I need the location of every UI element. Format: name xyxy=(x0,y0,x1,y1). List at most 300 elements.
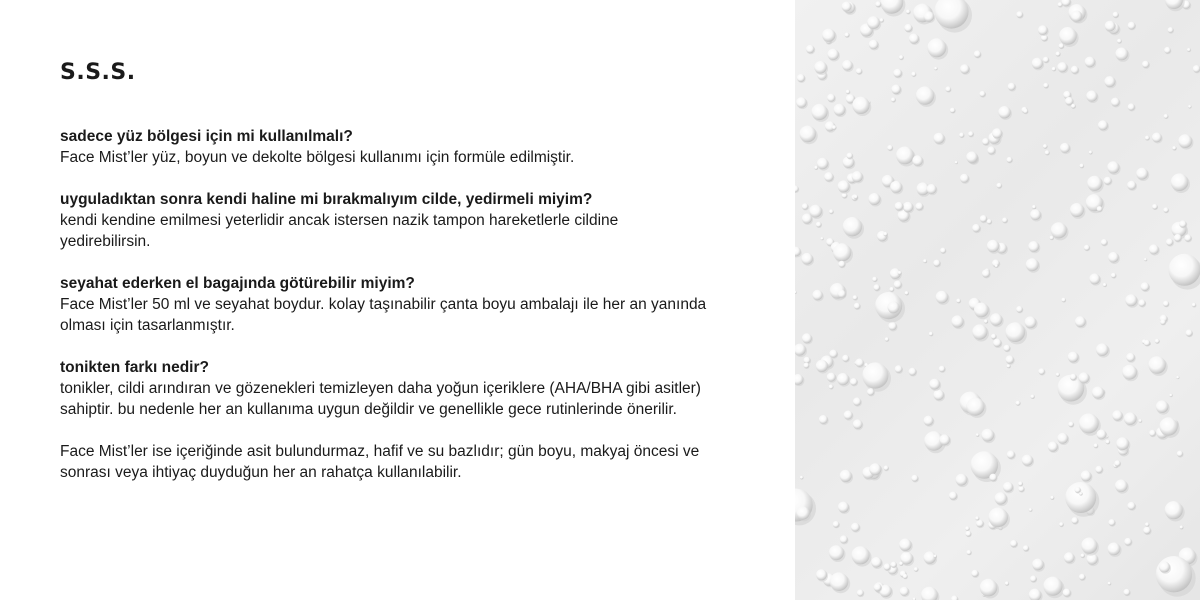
droplet xyxy=(1164,114,1169,119)
droplet xyxy=(1122,365,1137,380)
droplet xyxy=(1163,301,1169,307)
droplet xyxy=(1092,387,1104,399)
droplet xyxy=(1145,136,1150,141)
droplet xyxy=(1050,496,1054,500)
faq-item xyxy=(60,189,780,252)
droplet xyxy=(960,174,969,183)
droplet xyxy=(1128,22,1136,30)
droplet xyxy=(924,551,936,563)
droplet xyxy=(940,248,946,254)
droplet xyxy=(929,332,933,336)
droplet xyxy=(1115,480,1128,493)
droplet xyxy=(1111,273,1116,278)
droplet xyxy=(804,357,811,364)
droplet xyxy=(1071,104,1076,109)
droplet xyxy=(827,373,836,382)
droplet xyxy=(980,579,998,597)
droplet xyxy=(903,574,908,579)
droplet xyxy=(1043,577,1062,596)
droplet xyxy=(1016,306,1023,313)
droplet xyxy=(1152,133,1162,143)
water-droplets-image xyxy=(795,0,1200,600)
droplet xyxy=(1007,157,1013,163)
droplet xyxy=(840,470,852,482)
droplet xyxy=(1081,471,1092,482)
droplet xyxy=(933,260,940,267)
droplet xyxy=(1125,294,1137,306)
droplet xyxy=(851,546,869,564)
droplet xyxy=(945,86,951,92)
droplet xyxy=(884,563,891,570)
droplet xyxy=(987,146,995,154)
droplet xyxy=(1165,501,1183,519)
droplet xyxy=(955,161,958,164)
droplet xyxy=(1108,519,1115,526)
droplet xyxy=(890,181,902,193)
droplet xyxy=(987,240,999,252)
droplet xyxy=(1029,508,1032,511)
droplet xyxy=(1136,168,1148,180)
droplet xyxy=(850,378,857,385)
droplet xyxy=(965,526,969,530)
droplet xyxy=(971,570,978,577)
droplet xyxy=(927,38,946,57)
droplet xyxy=(982,270,990,278)
droplet xyxy=(814,166,818,170)
droplet xyxy=(976,433,979,436)
droplet xyxy=(829,209,833,213)
droplet xyxy=(1105,21,1116,32)
droplet xyxy=(1032,205,1036,209)
droplet xyxy=(1018,486,1024,492)
droplet xyxy=(949,492,957,500)
droplet xyxy=(1071,11,1082,22)
droplet xyxy=(1149,430,1156,437)
droplet xyxy=(1127,181,1136,190)
droplet xyxy=(1032,559,1044,571)
droplet xyxy=(827,94,835,102)
droplet xyxy=(1079,413,1099,433)
droplet xyxy=(1144,340,1150,346)
droplet xyxy=(829,545,844,560)
droplets-graphic xyxy=(795,0,1200,600)
droplet xyxy=(1149,244,1159,254)
droplet xyxy=(1164,47,1171,54)
droplet xyxy=(899,562,903,566)
droplet xyxy=(857,590,864,597)
faq-item xyxy=(60,273,780,336)
droplet xyxy=(896,147,914,165)
droplet xyxy=(868,193,880,205)
droplet xyxy=(982,138,989,145)
faq-question: uyguladıktan sonra kendi haline mi bırakmalıyım cilde, yedirmeli miyim? xyxy=(60,191,593,208)
droplet xyxy=(939,366,945,372)
droplet xyxy=(838,180,850,192)
droplet xyxy=(874,284,880,290)
droplet xyxy=(847,153,853,159)
droplet xyxy=(867,16,880,29)
droplet xyxy=(1060,143,1070,153)
droplet xyxy=(965,531,971,537)
droplet xyxy=(1177,451,1183,457)
droplet xyxy=(916,86,934,104)
droplet xyxy=(833,243,851,261)
droplet xyxy=(1106,440,1110,444)
droplet xyxy=(1006,355,1014,363)
droplet xyxy=(1156,400,1169,413)
droplet xyxy=(884,466,889,471)
droplet xyxy=(1007,364,1011,368)
droplet xyxy=(906,10,910,14)
droplet xyxy=(1003,482,1013,492)
droplet xyxy=(816,569,827,580)
droplet xyxy=(950,108,955,113)
droplet xyxy=(811,104,827,120)
droplet xyxy=(1096,343,1109,356)
droplet xyxy=(812,290,822,300)
droplet xyxy=(891,85,901,95)
droplet xyxy=(1097,206,1103,212)
droplet xyxy=(843,217,862,236)
droplet xyxy=(853,295,858,300)
droplet xyxy=(956,474,968,486)
droplet xyxy=(1075,487,1081,493)
droplet xyxy=(894,281,902,289)
droplet xyxy=(1178,134,1192,148)
droplet xyxy=(851,523,860,532)
droplet xyxy=(806,45,814,53)
droplet xyxy=(904,24,912,32)
droplet xyxy=(888,301,900,313)
droplet xyxy=(1138,299,1145,306)
droplet xyxy=(869,40,879,50)
droplet xyxy=(915,203,923,211)
droplet xyxy=(855,359,863,367)
droplet xyxy=(1159,562,1170,573)
droplet xyxy=(1057,433,1068,444)
droplet xyxy=(974,303,989,318)
droplet xyxy=(838,290,846,298)
droplet xyxy=(814,61,827,74)
droplet xyxy=(1156,556,1192,592)
droplet xyxy=(981,429,994,442)
droplet xyxy=(887,145,893,151)
droplet xyxy=(1003,345,1010,352)
droplet xyxy=(842,60,853,71)
droplet xyxy=(817,158,828,169)
droplet xyxy=(923,416,933,426)
faq-item xyxy=(60,357,780,420)
droplet xyxy=(984,319,988,323)
droplet xyxy=(1043,57,1049,63)
droplet xyxy=(1059,522,1063,526)
droplet xyxy=(1065,482,1096,513)
droplet xyxy=(1142,61,1149,68)
droplet xyxy=(846,90,850,94)
droplet xyxy=(1101,239,1108,246)
droplet xyxy=(888,322,896,330)
droplet xyxy=(816,222,822,228)
droplet xyxy=(830,572,849,591)
droplet xyxy=(912,155,923,166)
droplet xyxy=(1172,146,1176,150)
droplet xyxy=(966,398,984,416)
droplet xyxy=(1070,203,1084,217)
droplet xyxy=(1010,540,1017,547)
droplet xyxy=(966,152,977,163)
droplet xyxy=(854,195,858,199)
droplet xyxy=(853,398,861,406)
droplet xyxy=(1117,39,1122,44)
faq-answer: Face Mist’ler 50 ml ve seyahat boydur. kolay taşınabilir çanta boyu ambalajı ile her an yanında olması için tasarlanmıştır. xyxy=(60,296,707,334)
droplet xyxy=(1192,303,1196,307)
droplet xyxy=(1016,401,1021,406)
droplet xyxy=(1026,258,1039,271)
droplet xyxy=(1079,492,1082,495)
droplet xyxy=(972,324,987,339)
droplet xyxy=(911,475,918,482)
droplet xyxy=(1188,105,1191,108)
droplet xyxy=(987,219,992,224)
droplet xyxy=(1081,554,1085,558)
droplet xyxy=(1031,395,1035,399)
droplet xyxy=(838,502,849,513)
droplet xyxy=(959,133,964,138)
droplet xyxy=(1180,526,1184,530)
droplet xyxy=(1029,589,1042,600)
droplet xyxy=(1070,374,1077,381)
droplet xyxy=(1184,234,1191,241)
droplet xyxy=(951,596,958,600)
droplet xyxy=(1097,430,1107,440)
droplet xyxy=(1108,582,1111,585)
droplet xyxy=(1169,254,1200,286)
droplet xyxy=(1081,538,1097,554)
droplet xyxy=(1005,322,1025,342)
droplet xyxy=(1144,258,1147,261)
droplet xyxy=(1086,91,1097,102)
droplet xyxy=(852,97,869,114)
droplet xyxy=(1104,76,1115,87)
droplet xyxy=(895,365,903,373)
droplet xyxy=(1038,25,1048,35)
droplet xyxy=(889,287,894,292)
droplet xyxy=(911,72,916,77)
droplet xyxy=(1187,48,1191,52)
droplet xyxy=(895,202,904,211)
droplet xyxy=(1008,83,1016,91)
droplet xyxy=(1023,109,1028,114)
droplet xyxy=(1174,234,1182,242)
droplet xyxy=(1045,150,1050,155)
droplet xyxy=(1095,466,1102,473)
droplet xyxy=(993,339,1001,347)
droplet xyxy=(1089,151,1093,155)
droplet xyxy=(900,587,909,596)
droplet xyxy=(833,521,840,528)
droplet xyxy=(797,74,805,82)
droplet xyxy=(933,390,944,401)
droplet xyxy=(796,97,807,108)
droplet xyxy=(899,539,911,551)
droplet xyxy=(1050,236,1054,240)
droplet xyxy=(1065,97,1073,105)
droplet xyxy=(1016,11,1023,18)
droplet xyxy=(867,388,874,395)
droplet xyxy=(1104,177,1112,185)
droplet xyxy=(1030,576,1037,583)
droplet xyxy=(1103,283,1107,287)
droplet xyxy=(1052,67,1056,71)
droplet xyxy=(1080,164,1084,168)
droplet xyxy=(921,587,938,600)
extra-paragraph: Face Mist’ler ise içeriğinde asit bulundurmaz, hafif ve su bazlıdır; gün boyu, makyaj öncesi ve sonrası veya ihtiyaç duyduğun her an rahatça kullanılabilir. xyxy=(60,443,700,481)
droplet xyxy=(899,55,904,60)
droplet xyxy=(880,18,884,22)
droplet xyxy=(801,253,813,265)
droplet xyxy=(903,202,913,212)
droplet xyxy=(975,516,979,520)
droplet xyxy=(1038,368,1044,374)
droplet xyxy=(923,259,927,263)
droplet xyxy=(1030,209,1041,220)
droplet xyxy=(968,131,973,136)
droplet xyxy=(874,584,882,592)
droplet xyxy=(1023,545,1029,551)
droplet xyxy=(1079,574,1085,580)
droplet xyxy=(1007,451,1015,459)
droplet xyxy=(1159,417,1177,435)
droplet xyxy=(871,557,882,568)
droplet xyxy=(1075,316,1086,327)
faq-answer: Face Mist’ler yüz, boyun ve dekolte bölgesi kullanımı için formüle edilmiştir. xyxy=(60,149,575,166)
droplet xyxy=(995,264,998,267)
droplet xyxy=(845,33,850,38)
faq-item xyxy=(60,126,780,168)
droplet xyxy=(1145,522,1149,526)
droplet xyxy=(872,277,877,282)
droplet xyxy=(856,68,862,74)
droplet xyxy=(1025,316,1037,328)
droplet xyxy=(956,299,960,303)
droplet xyxy=(883,232,887,236)
droplet xyxy=(891,98,896,103)
droplet xyxy=(854,303,860,309)
droplet xyxy=(1063,589,1071,597)
droplet xyxy=(1051,222,1067,238)
droplet xyxy=(996,183,1001,188)
droplet xyxy=(1056,52,1061,57)
droplet xyxy=(1171,173,1189,191)
droplet xyxy=(824,172,833,181)
droplet xyxy=(852,171,863,182)
droplet xyxy=(1087,176,1102,191)
droplet xyxy=(1071,517,1078,524)
droplet xyxy=(1107,161,1119,173)
droplet xyxy=(1168,27,1174,33)
droplet xyxy=(1111,98,1120,107)
droplet xyxy=(1152,204,1157,209)
droplet xyxy=(1061,298,1065,302)
droplet xyxy=(838,261,845,268)
droplet xyxy=(1022,455,1033,466)
droplet xyxy=(972,224,980,232)
droplet xyxy=(980,215,987,222)
droplet xyxy=(837,373,849,385)
droplet xyxy=(1141,282,1150,291)
droplet xyxy=(1018,482,1023,487)
droplet xyxy=(967,550,972,555)
droplet xyxy=(1043,144,1047,148)
droplet xyxy=(951,315,963,327)
droplet xyxy=(1166,239,1173,246)
faq-content xyxy=(60,58,780,483)
droplet xyxy=(1155,339,1160,344)
droplet xyxy=(936,291,949,304)
droplet xyxy=(927,184,937,194)
faq-answer: tonikler, cildi arındıran ve gözenekleri temizleyen daha yoğun içeriklere (AHA/BHA gibi asitler) sahiptir. bu nedenle her an kullanıma uygun değildir ve genellikle gece rutinlerinde önerilir. xyxy=(60,380,701,418)
droplet xyxy=(893,69,902,78)
droplet xyxy=(1089,274,1100,285)
droplet xyxy=(891,562,897,568)
droplet xyxy=(842,355,849,362)
droplet xyxy=(990,313,1002,325)
droplet xyxy=(885,337,889,341)
droplet xyxy=(802,203,808,209)
droplet xyxy=(842,2,852,12)
droplet xyxy=(1056,373,1060,377)
droplet xyxy=(934,133,945,144)
droplet xyxy=(1002,218,1007,223)
droplet xyxy=(802,333,812,343)
droplet xyxy=(1068,422,1073,427)
droplet xyxy=(1057,62,1067,72)
droplet xyxy=(924,11,934,21)
droplet xyxy=(974,51,981,58)
droplet xyxy=(1163,207,1168,212)
droplet xyxy=(1116,437,1129,450)
droplet xyxy=(998,106,1010,118)
droplet xyxy=(804,363,810,369)
droplet xyxy=(829,350,837,358)
droplet xyxy=(1143,527,1151,535)
droplet xyxy=(1064,552,1075,563)
droplet xyxy=(829,385,834,390)
droplet xyxy=(822,29,835,42)
faq-question: tonikten farkı nedir? xyxy=(60,359,209,376)
droplet xyxy=(821,237,824,240)
droplet xyxy=(1160,319,1166,325)
droplet xyxy=(853,419,863,429)
droplet xyxy=(1068,352,1079,363)
droplet xyxy=(1028,241,1039,252)
droplet xyxy=(1124,412,1137,425)
droplet xyxy=(905,291,909,295)
droplet xyxy=(1032,58,1043,69)
droplet xyxy=(1079,372,1090,383)
droplet xyxy=(1124,538,1132,546)
droplet xyxy=(979,91,985,97)
droplet xyxy=(1112,410,1122,420)
droplet xyxy=(1186,330,1193,337)
droplet xyxy=(991,334,996,339)
droplet xyxy=(909,34,919,44)
droplet xyxy=(934,555,937,558)
droplet xyxy=(875,1,881,7)
droplet xyxy=(1193,65,1200,72)
droplet xyxy=(1176,376,1179,379)
droplet xyxy=(1179,220,1186,227)
